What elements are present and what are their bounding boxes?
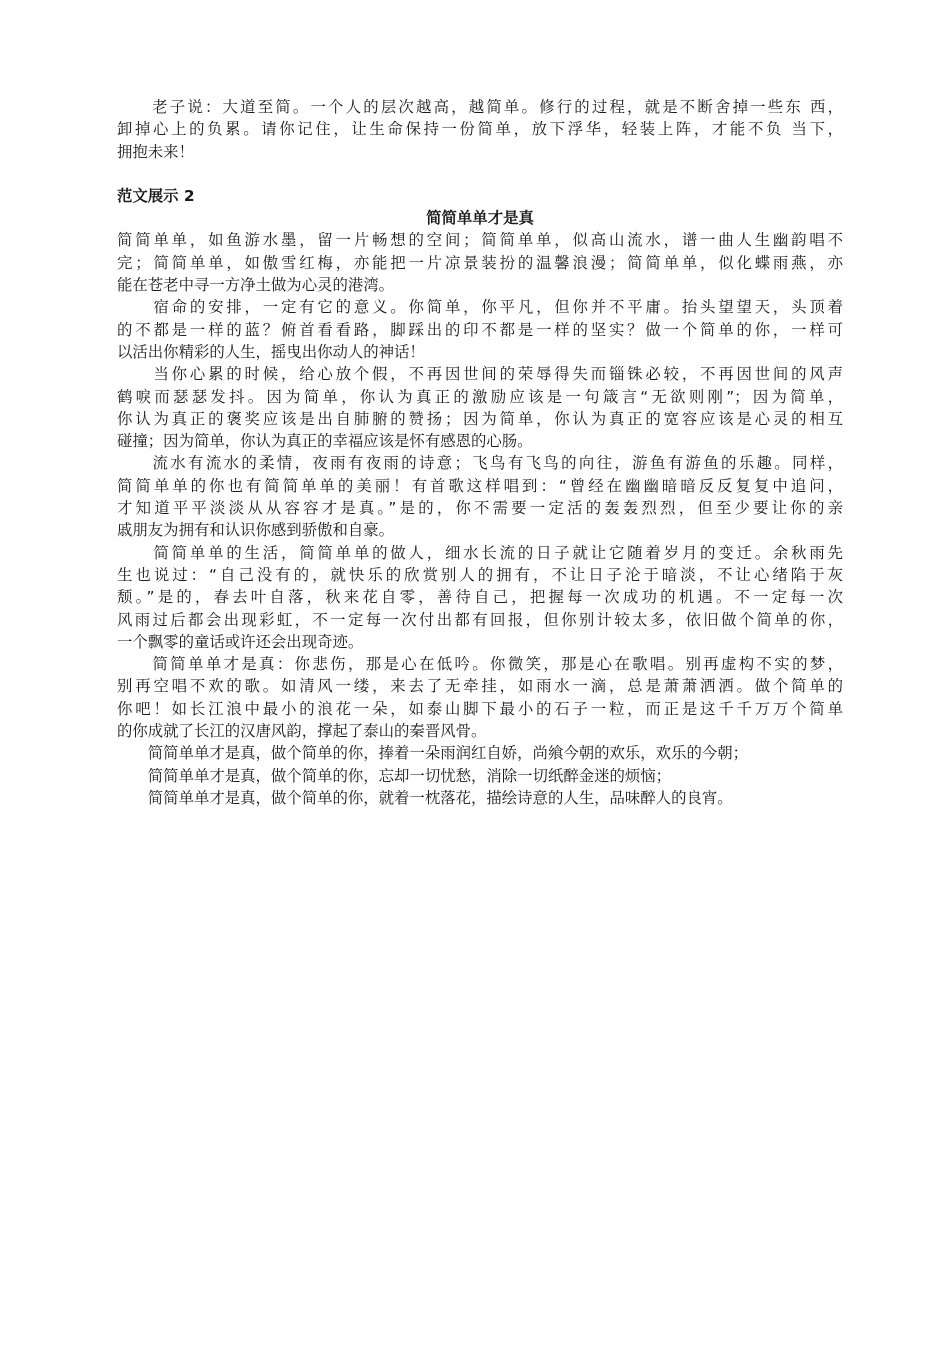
- paragraph-line: 你认为真正的褒奖应该是出自肺腑的赞扬；因为简单，你认为真正的宽容应该是心灵的相互: [117, 409, 843, 428]
- essay-paragraph: [117, 296, 843, 363]
- paragraph-line: 的不都是一样的蓝？俯首看看路，脚踩出的印不都是一样的坚实？做一个简单的你，一样可: [117, 320, 843, 339]
- essay-paragraph: [117, 765, 843, 787]
- paragraph-line: 一个飘零的童话或许还会出现奇迹。: [117, 632, 364, 651]
- intro-line: 老子说：大道至简。一个人的层次越高，越简单。修行的过程，就是不断舍掉一些东 西，: [117, 98, 843, 116]
- paragraph-line: 宿命的安排，一定有它的意义。你简单，你平凡，但你并不平庸。抬头望望天，头顶着: [117, 298, 843, 317]
- paragraph-line: 当你心累的时候，给心放个假，不再因世间的荣辱得失而锱铢必较，不再因世间的风声: [117, 365, 843, 384]
- essay-title: 简简单单才是真: [426, 209, 534, 228]
- intro-paragraph: [117, 96, 843, 163]
- paragraph-line: 简简单单的生活，简简单单的做人，细水长流的日子就让它随着岁月的变迁。余秋雨先: [117, 543, 843, 562]
- intro-line: 拥抱未来！: [117, 142, 194, 161]
- paragraph-line: 简简单单才是真，做个简单的你，忘却一切忧愁，消除一切纸醉金迷的烦恼；: [117, 766, 672, 785]
- paragraph-line: 简简单单，如鱼游水墨，留一片畅想的空间；简简单单，似高山流水，谱一曲人生幽韵唱不: [117, 231, 843, 250]
- paragraph-line: 鹤唳而瑟瑟发抖。因为简单，你认为真正的激励应该是一句箴言“无欲则刚”；因为简单，: [117, 387, 843, 406]
- paragraph-line: 别再空唱不欢的歌。如清风一缕，来去了无牵挂，如雨水一滴，总是萧萧洒洒。做个简单的: [117, 677, 843, 696]
- paragraph-line: 颓。”是的，春去叶自落，秋来花自零，善待自己，把握每一次成功的机遇。不一定每一次: [117, 588, 843, 607]
- paragraph-line: 能在苍老中寻一方净土做为心灵的港湾。: [117, 276, 395, 295]
- essay-paragraph: [117, 542, 843, 653]
- essay-paragraph: [117, 363, 843, 452]
- essay-paragraph: [117, 787, 843, 809]
- essay-paragraph: [117, 452, 843, 541]
- section-heading: 范文展示 2: [117, 186, 195, 205]
- paragraph-line: 你吧！如长江浪中最小的浪花一朵，如泰山脚下最小的石子一粒，而正是这千千万万个简单: [117, 699, 843, 718]
- paragraph-line: 的你成就了长江的汉唐风韵，撑起了泰山的秦晋风骨。: [117, 722, 487, 741]
- document-page: [117, 96, 843, 809]
- paragraph-line: 风雨过后都会出现彩虹，不一定每一次付出都有回报，但你别计较太多，依旧做个简单的你，: [117, 610, 843, 629]
- paragraph-line: 戚朋友为拥有和认识你感到骄傲和自豪。: [117, 521, 395, 540]
- paragraph-line: 生也说过：“自己没有的，就快乐的欣赏别人的拥有，不让日子沦于暗淡，不让心绪陷于灰: [117, 565, 843, 584]
- paragraph-line: 以活出你精彩的人生，摇曳出你动人的神话！: [117, 342, 425, 361]
- paragraph-line: 简简单单才是真，做个简单的你，就着一枕落花，描绘诗意的人生，品味醉人的良宵。: [117, 788, 733, 807]
- paragraph-line: 简简单单才是真：你悲伤，那是心在低吟。你微笑，那是心在歌唱。别再虚构不实的梦，: [117, 655, 843, 674]
- paragraph-line: 简简单单的你也有简简单单的美丽！有首歌这样唱到：“曾经在幽幽暗暗反反复复中追问，: [117, 476, 843, 495]
- paragraph-line: 才知道平平淡淡从从容容才是真。”是的，你不需要一定活的轰轰烈烈，但至少要让你的亲: [117, 499, 843, 518]
- paragraph-line: 简简单单才是真，做个简单的你，捧着一朵雨润红自娇，尚飨今朝的欢乐，欢乐的今朝；: [117, 744, 749, 763]
- paragraph-line: 完；简简单单，如傲雪红梅，亦能把一片凉景装扮的温馨浪漫；简简单单，似化蝶雨燕，亦: [117, 253, 843, 272]
- intro-line: 卸掉心上的负累。请你记住，让生命保持一份简单，放下浮华，轻装上阵，才能不负 当下，: [117, 120, 843, 139]
- paragraph-line: 碰撞；因为简单，你认为真正的幸福应该是怀有感恩的心肠。: [117, 432, 533, 451]
- spacer: [117, 163, 843, 185]
- essay-paragraph: [117, 229, 843, 296]
- essay-paragraph: [117, 653, 843, 742]
- paragraph-line: 流水有流水的柔情，夜雨有夜雨的诗意；飞鸟有飞鸟的向往，游鱼有游鱼的乐趣。同样，: [117, 454, 843, 473]
- essay-paragraph: [117, 742, 843, 764]
